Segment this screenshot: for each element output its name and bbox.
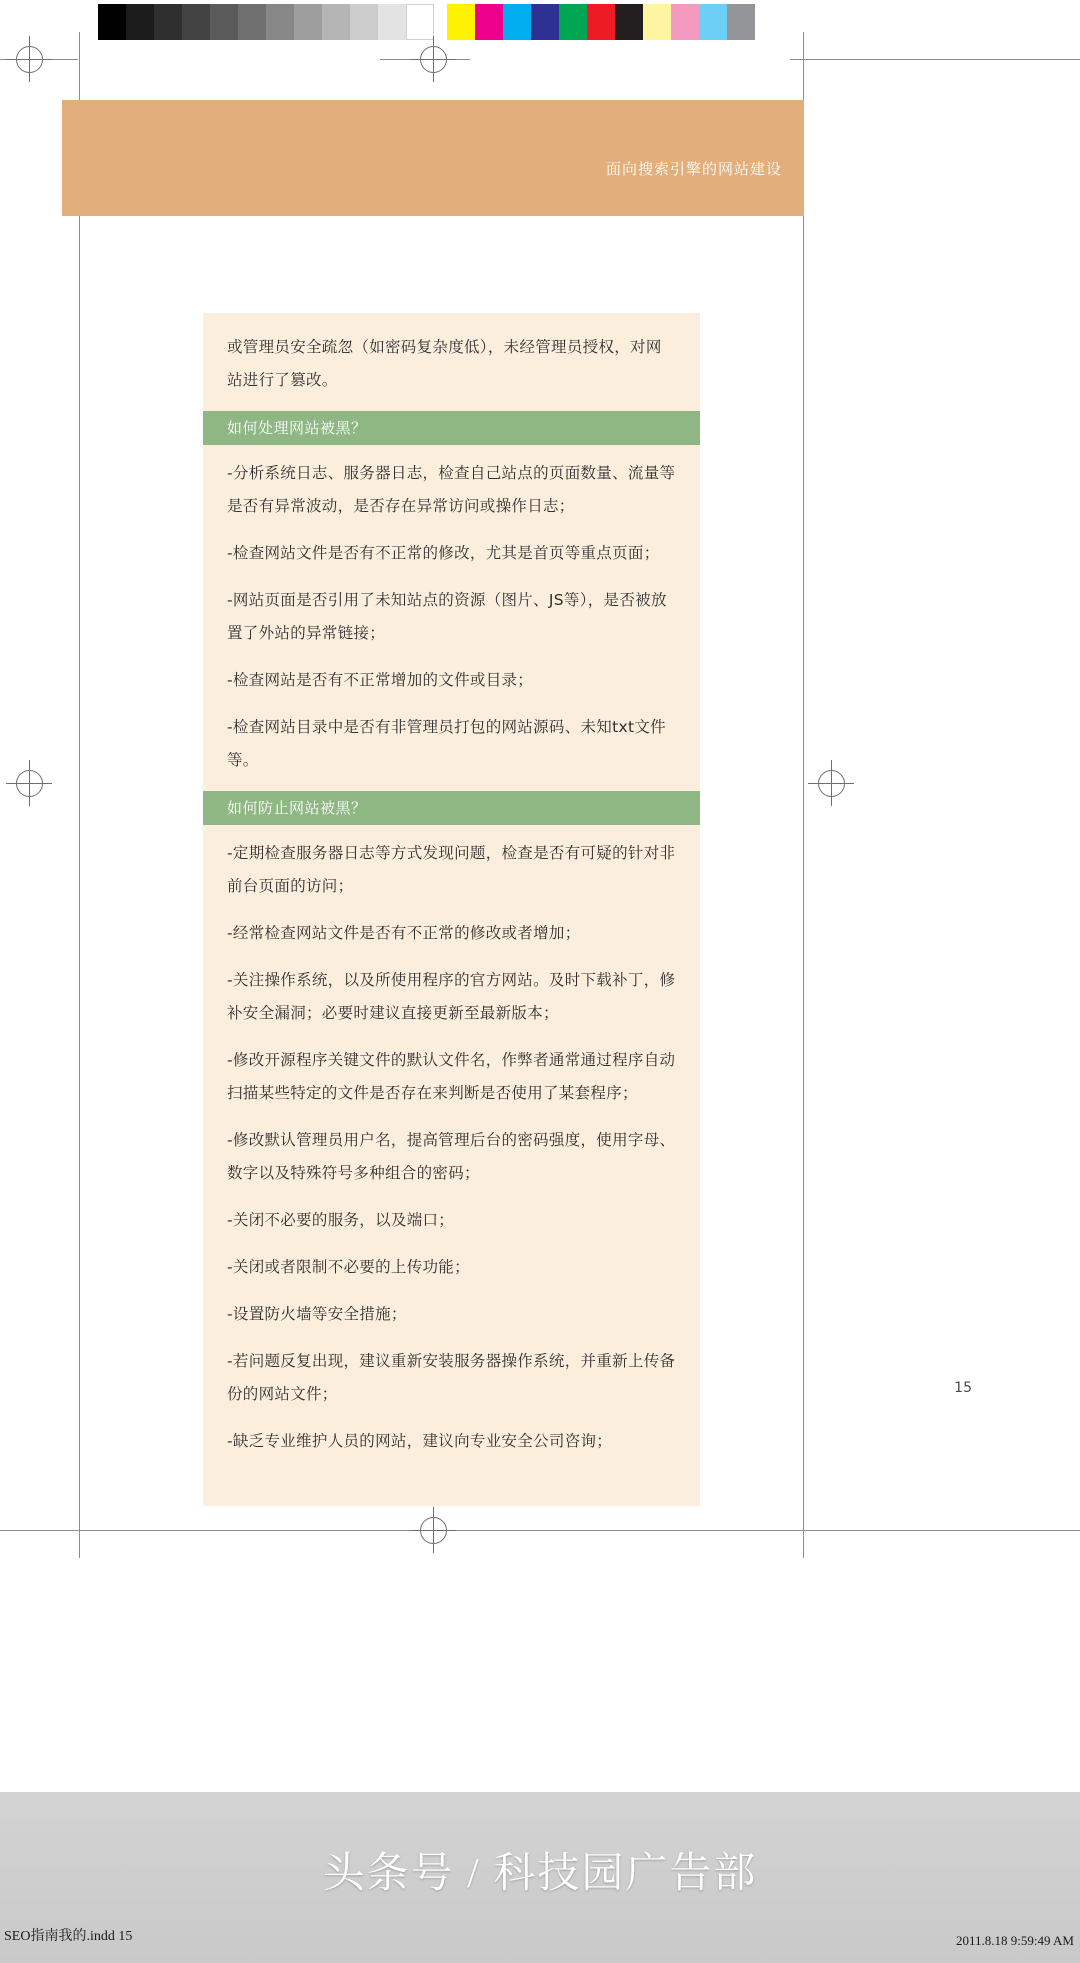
section-heading: 如何防止网站被黑？ xyxy=(203,791,700,825)
watermark-text: 头条号 / 科技园广告部 xyxy=(322,1851,758,1897)
bottom-grey-band xyxy=(0,1792,1080,1963)
registration-mark-middle-right xyxy=(808,760,854,806)
intro-paragraph: 或管理员安全疏忽（如密码复杂度低），未经管理员授权，对网站进行了篡改。 xyxy=(227,338,662,389)
list-item: -分析系统日志、服务器日志，检查自己站点的页面数量、流量等是否有异常波动，是否存在异常访问或操作日志； xyxy=(227,464,676,515)
calibration-gap xyxy=(434,4,447,40)
list-item: -缺乏专业维护人员的网站，建议向专业安全公司咨询； xyxy=(227,1432,613,1450)
crop-mark-left xyxy=(79,32,80,60)
page-header-band xyxy=(62,100,804,216)
crop-mark-left xyxy=(79,60,80,1530)
list-item: -关注操作系统，以及所使用程序的官方网站。及时下载补丁，修补安全漏洞；必要时建议直接更新至最新版本； xyxy=(227,971,676,1022)
grayscale-swatch xyxy=(294,4,322,40)
list-item: -若问题反复出现，建议重新安装服务器操作系统，并重新上传备份的网站文件； xyxy=(227,1352,676,1403)
color-swatch xyxy=(503,4,531,40)
registration-mark-middle-left xyxy=(6,760,52,806)
grayscale-swatch xyxy=(350,4,378,40)
color-swatch xyxy=(643,4,671,40)
running-head-title: 面向搜索引擎的网站建设 xyxy=(605,160,782,178)
registration-mark-bottom-center xyxy=(410,1507,456,1553)
section-heading: 如何处理网站被黑？ xyxy=(203,411,700,445)
grayscale-swatch xyxy=(322,4,350,40)
crop-mark-right xyxy=(803,32,804,60)
registration-mark-top-left xyxy=(6,36,52,82)
print-filename-label: SEO指南我的.indd 15 xyxy=(4,1929,133,1944)
print-timestamp-label: 2011.8.18 9:59:49 AM xyxy=(956,1933,1074,1948)
grayscale-swatch xyxy=(182,4,210,40)
registration-mark-top-center xyxy=(410,36,456,82)
crop-mark-right xyxy=(803,60,804,1530)
list-item: -检查网站是否有不正常增加的文件或目录； xyxy=(227,671,534,689)
grayscale-swatch xyxy=(126,4,154,40)
grayscale-swatch xyxy=(238,4,266,40)
color-swatch xyxy=(727,4,755,40)
list-item: -修改开源程序关键文件的默认文件名，作弊者通常通过程序自动扫描某些特定的文件是否存在来判断是否使用了某套程序； xyxy=(227,1051,676,1102)
list-item: -检查网站目录中是否有非管理员打包的网站源码、未知txt文件等。 xyxy=(227,718,666,769)
page-number: 15 xyxy=(954,1380,972,1396)
grayscale-swatch xyxy=(98,4,126,40)
color-swatch xyxy=(699,4,727,40)
color-swatch xyxy=(475,4,503,40)
content-bottom-spacer xyxy=(203,1472,700,1506)
crop-mark-bottom-left xyxy=(79,1530,80,1558)
list-item: -关闭不必要的服务，以及端口； xyxy=(227,1211,455,1229)
list-item: -设置防火墙等安全措施； xyxy=(227,1305,407,1323)
list-item: -修改默认管理员用户名，提高管理后台的密码强度，使用字母、数字以及特殊符号多种组合的密码； xyxy=(227,1131,676,1182)
color-swatch xyxy=(559,4,587,40)
list-item: -检查网站文件是否有不正常的修改，尤其是首页等重点页面； xyxy=(227,544,660,562)
color-calibration-bar xyxy=(98,4,755,40)
color-swatch xyxy=(587,4,615,40)
article-body xyxy=(203,313,700,1506)
color-swatch xyxy=(615,4,643,40)
color-swatch xyxy=(531,4,559,40)
list-item: -经常检查网站文件是否有不正常的修改或者增加； xyxy=(227,924,581,942)
list-item: -关闭或者限制不必要的上传功能； xyxy=(227,1258,470,1276)
grayscale-swatch xyxy=(210,4,238,40)
list-item: -网站页面是否引用了未知站点的资源（图片、JS等），是否被放置了外站的异常链接； xyxy=(227,591,667,642)
grayscale-swatch xyxy=(154,4,182,40)
grayscale-swatch xyxy=(378,4,406,40)
crop-mark-bottom xyxy=(0,1530,1080,1531)
list-item: -定期检查服务器日志等方式发现问题，检查是否有可疑的针对非前台页面的访问； xyxy=(227,844,676,895)
grayscale-swatch xyxy=(266,4,294,40)
grayscale-swatch xyxy=(406,4,434,40)
crop-mark-top xyxy=(790,59,1080,60)
crop-mark-bottom-right xyxy=(803,1530,804,1558)
color-swatch xyxy=(671,4,699,40)
color-swatch xyxy=(447,4,475,40)
